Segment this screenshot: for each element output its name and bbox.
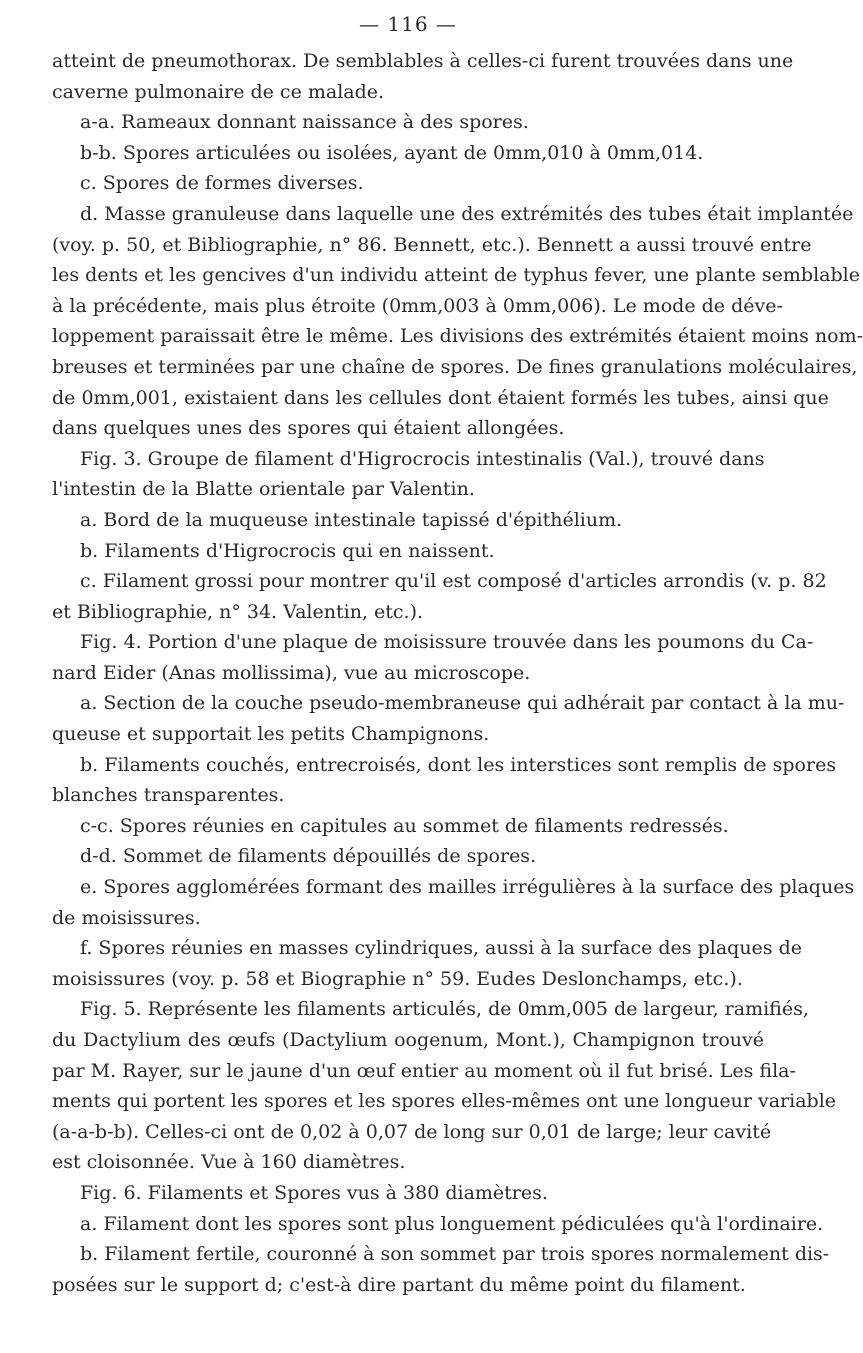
text-line: de 0mm,001, existaient dans les cellules dont étaient formés les tubes, ainsi que xyxy=(52,386,829,409)
text-line: a-a. Rameaux donnant naissance à des spores. xyxy=(80,111,529,134)
text-line: b. Filaments couchés, entrecroisés, dont les interstices sont remplis de spores xyxy=(80,753,837,776)
text-line: Fig. 4. Portion d'une plaque de moisissure trouvée dans les poumons du Ca- xyxy=(80,631,814,654)
text-line: c. Spores de formes diverses. xyxy=(80,172,364,195)
text-line: du Dactylium des œufs (Dactylium oogenum, Mont.), Champignon trouvé xyxy=(52,1029,764,1051)
text-line: caverne pulmonaire de ce malade. xyxy=(52,80,385,103)
text-line: a. Filament dont les spores sont plus longuement pédiculées qu'à l'ordinaire. xyxy=(80,1212,824,1235)
text-line: blanches transparentes. xyxy=(52,784,285,807)
text-line: loppement paraissait être le même. Les divisions des extrémités étaient moins nom- xyxy=(52,325,863,348)
text-line: nard Eider (Anas mollissima), vue au microscope. xyxy=(52,661,531,684)
text-line: breuses et terminées par une chaîne de spores. De fines granulations moléculaires, xyxy=(52,355,858,378)
page-number: — 116 — xyxy=(359,12,457,36)
text-line: par M. Rayer, sur le jaune d'un œuf entier au moment où il fut brisé. Les fila- xyxy=(52,1059,796,1082)
text-line: Fig. 5. Représente les filaments articulés, de 0mm,005 de largeur, ramifiés, xyxy=(80,998,809,1021)
text-line: b. Filament fertile, couronné à son sommet par trois spores normalement dis- xyxy=(80,1243,830,1266)
text-line: posées sur le support d; c'est-à dire partant du même point du filament. xyxy=(52,1273,746,1296)
text-line: à la précédente, mais plus étroite (0mm,003 à 0mm,006). Le mode de déve- xyxy=(52,294,783,317)
text-body xyxy=(52,46,863,1300)
text-line: b-b. Spores articulées ou isolées, ayant de 0mm,010 à 0mm,014. xyxy=(80,141,704,164)
text-line: et Bibliographie, n° 34. Valentin, etc.). xyxy=(52,600,424,623)
text-line: f. Spores réunies en masses cylindriques, aussi à la surface des plaques de xyxy=(80,937,802,960)
text-line: c. Filament grossi pour montrer qu'il est composé d'articles arrondis (v. p. 82 xyxy=(80,570,827,593)
document-page xyxy=(52,0,863,1300)
text-line: d. Masse granuleuse dans laquelle une des extrémités des tubes était implantée xyxy=(80,202,854,225)
text-line: c-c. Spores réunies en capitules au sommet de filaments redressés. xyxy=(80,814,729,837)
text-line: l'intestin de la Blatte orientale par Valentin. xyxy=(52,478,475,501)
text-line: Fig. 6. Filaments et Spores vus à 380 diamètres. xyxy=(80,1181,548,1204)
text-line: d-d. Sommet de filaments dépouillés de spores. xyxy=(80,845,537,868)
text-line: Fig. 3. Groupe de filament d'Higrocrocis intestinalis (Val.), trouvé dans xyxy=(80,447,765,470)
text-line: (a-a-b-b). Celles-ci ont de 0,02 à 0,07 de long sur 0,01 de large; leur cavité xyxy=(52,1120,772,1143)
text-line: atteint de pneumothorax. De semblables à celles-ci furent trouvées dans une xyxy=(52,50,794,72)
text-line: a. Section de la couche pseudo-membraneuse qui adhérait par contact à la mu- xyxy=(80,692,845,715)
text-line: a. Bord de la muqueuse intestinale tapissé d'épithélium. xyxy=(80,508,623,531)
text-line: e. Spores agglomérées formant des mailles irrégulières à la surface des plaques xyxy=(80,876,855,899)
text-line: dans quelques unes des spores qui étaient allongées. xyxy=(52,417,565,440)
text-line: les dents et les gencives d'un individu atteint de typhus fever, une plante semblable xyxy=(52,264,860,287)
text-line: (voy. p. 50, et Bibliographie, n° 86. Bennett, etc.). Bennett a aussi trouvé entre xyxy=(52,233,812,256)
text-line: est cloisonnée. Vue à 160 diamètres. xyxy=(52,1151,406,1174)
text-line: de moisissures. xyxy=(52,906,201,929)
text-line: queuse et supportait les petits Champignons. xyxy=(52,723,490,746)
text-line: b. Filaments d'Higrocrocis qui en naissent. xyxy=(80,539,495,562)
text-line: moisissures (voy. p. 58 et Biographie n° 59. Eudes Deslonchamps, etc.). xyxy=(52,967,743,990)
text-line: ments qui portent les spores et les spores elles-mêmes ont une longueur variable xyxy=(52,1090,837,1113)
